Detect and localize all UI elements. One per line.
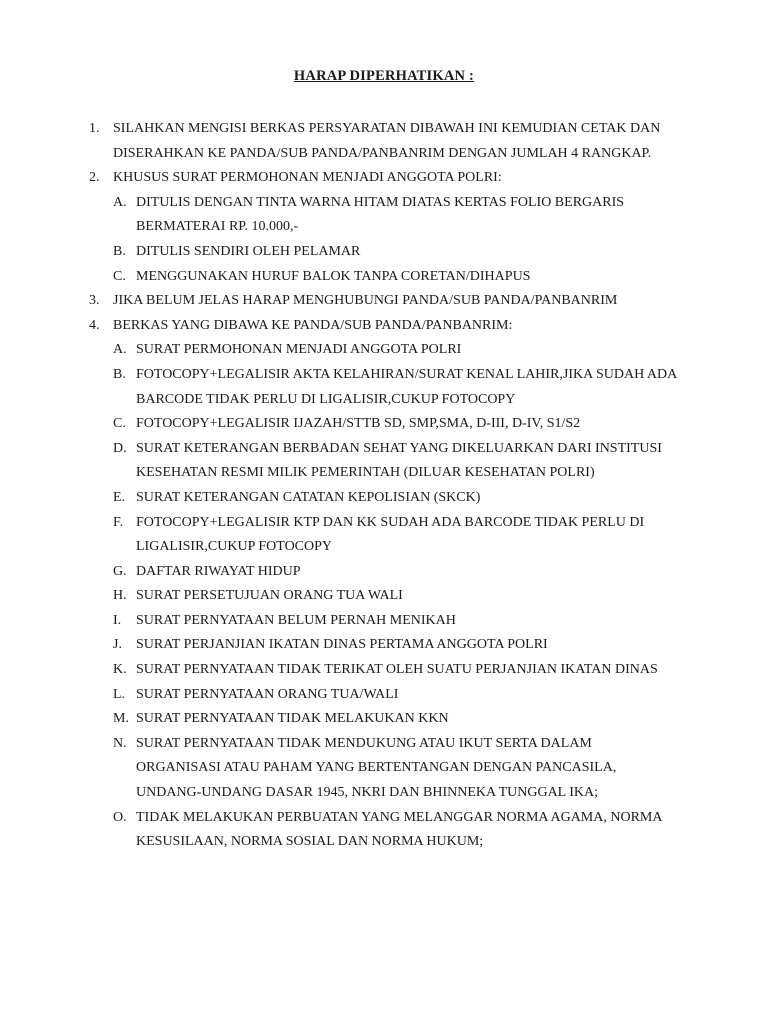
sub-list-item-line <box>0 781 768 806</box>
list-item-text: FOTOCOPY+LEGALISIR IJAZAH/STTB SD, SMP,SMA, D-III, D-IV, S1/S2 <box>136 416 581 432</box>
list-marker: 4. <box>89 317 100 333</box>
list-item-text: MENGGUNAKAN HURUF BALOK TANPA CORETAN/DIHAPUS <box>136 268 531 284</box>
list-marker: K. <box>113 662 127 678</box>
sub-list-item-line <box>0 560 768 585</box>
list-marker: C. <box>113 416 126 432</box>
list-item-text: SURAT KETERANGAN BERBADAN SEHAT YANG DIKELUARKAN DARI INSTITUSI <box>136 440 662 456</box>
list-item-text: SURAT PERSETUJUAN ORANG TUA WALI <box>136 588 403 604</box>
list-item-text: DAFTAR RIWAYAT HIDUP <box>136 563 301 579</box>
list-marker: G. <box>113 563 127 579</box>
sub-list-item-line <box>0 658 768 683</box>
list-item-text: FOTOCOPY+LEGALISIR KTP DAN KK SUDAH ADA BARCODE TIDAK PERLU DI <box>136 514 645 530</box>
list-item-text: BARCODE TIDAK PERLU DI LIGALISIR,CUKUP FOTOCOPY <box>136 391 516 407</box>
list-item-text: SURAT PERNYATAAN TIDAK TERIKAT OLEH SUATU PERJANJIAN IKATAN DINAS <box>136 662 658 678</box>
sub-list-item-line <box>0 732 768 757</box>
sub-list-item-line <box>0 437 768 462</box>
list-marker: C. <box>113 268 126 284</box>
list-item-text: SURAT PERNYATAAN BELUM PERNAH MENIKAH <box>136 612 456 628</box>
sub-list-item-line <box>0 806 768 831</box>
list-marker: B. <box>113 366 126 382</box>
list-item-text: SILAHKAN MENGISI BERKAS PERSYARATAN DIBAWAH INI KEMUDIAN CETAK DAN <box>113 121 661 136</box>
list-item-line <box>0 142 768 167</box>
list-marker: J. <box>113 637 122 653</box>
sub-list-item-line <box>0 609 768 634</box>
list-item-text: ORGANISASI ATAU PAHAM YANG BERTENTANGAN DENGAN PANCASILA, <box>136 760 617 776</box>
list-item-text: SURAT PERNYATAAN TIDAK MELAKUKAN KKN <box>136 711 449 727</box>
list-marker: 3. <box>89 293 100 309</box>
list-item-text: BERKAS YANG DIBAWA KE PANDA/SUB PANDA/PANBANRIM: <box>113 317 513 333</box>
sub-list-item-line <box>0 363 768 388</box>
requirements-list <box>0 117 768 855</box>
sub-list-item-line <box>0 633 768 658</box>
list-item-text: SURAT PERJANJIAN IKATAN DINAS PERTAMA ANGGOTA POLRI <box>136 637 548 653</box>
list-marker: F. <box>113 514 124 530</box>
sub-list-item-line <box>0 535 768 560</box>
list-item-text: KESEHATAN RESMI MILIK PEMERINTAH (DILUAR KESEHATAN POLRI) <box>136 465 595 481</box>
list-item-text: SURAT KETERANGAN CATATAN KEPOLISIAN (SKCK) <box>136 489 481 505</box>
list-marker: N. <box>113 735 127 751</box>
page-title: HARAP DIPERHATIKAN : <box>293 68 475 84</box>
list-marker: H. <box>113 588 127 604</box>
sub-list-item-line <box>0 707 768 732</box>
list-item-text: DITULIS DENGAN TINTA WARNA HITAM DIATAS KERTAS FOLIO BERGARIS <box>136 194 625 210</box>
sub-list-item-line <box>0 511 768 536</box>
list-item-text: TIDAK MELAKUKAN PERBUATAN YANG MELANGGAR NORMA AGAMA, NORMA <box>136 809 663 825</box>
list-marker: A. <box>113 342 127 358</box>
sub-list-item-line <box>0 683 768 708</box>
list-item-text: FOTOCOPY+LEGALISIR AKTA KELAHIRAN/SURAT KENAL LAHIR,JIKA SUDAH ADA <box>136 366 678 382</box>
list-item-text: BERMATERAI RP. 10.000,- <box>136 219 299 235</box>
list-item-text: KESUSILAAN, NORMA SOSIAL DAN NORMA HUKUM; <box>136 834 484 850</box>
list-marker: A. <box>113 194 127 210</box>
list-item-text: JIKA BELUM JELAS HARAP MENGHUBUNGI PANDA/SUB PANDA/PANBANRIM <box>113 293 618 309</box>
list-item-text: LIGALISIR,CUKUP FOTOCOPY <box>136 539 333 555</box>
list-marker: D. <box>113 440 127 456</box>
list-marker: I. <box>113 612 122 628</box>
sub-list-item-line <box>0 265 768 290</box>
list-marker: M. <box>113 711 129 727</box>
list-item-line <box>0 289 768 314</box>
sub-list-item-line <box>0 584 768 609</box>
sub-list-item-line <box>0 830 768 855</box>
sub-list-item-line <box>0 338 768 363</box>
list-item-line <box>0 166 768 191</box>
sub-list-item-line <box>0 461 768 486</box>
list-item-text: SURAT PERNYATAAN TIDAK MENDUKUNG ATAU IKUT SERTA DALAM <box>136 735 592 751</box>
list-item-line <box>0 314 768 339</box>
sub-list-item-line <box>0 191 768 216</box>
list-marker: B. <box>113 243 126 259</box>
sub-list-item-line <box>0 486 768 511</box>
list-item-text: DITULIS SENDIRI OLEH PELAMAR <box>136 243 361 259</box>
list-marker: 2. <box>89 170 100 186</box>
list-marker: 1. <box>89 121 100 136</box>
list-item-text: SURAT PERNYATAAN ORANG TUA/WALI <box>136 686 399 702</box>
list-item-text: SURAT PERMOHONAN MENJADI ANGGOTA POLRI <box>136 342 462 358</box>
list-marker: L. <box>113 686 126 702</box>
sub-list-item-line <box>0 215 768 240</box>
list-item-line <box>0 117 768 142</box>
list-marker: E. <box>113 489 126 505</box>
sub-list-item-line <box>0 756 768 781</box>
sub-list-item-line <box>0 240 768 265</box>
list-item-text: KHUSUS SURAT PERMOHONAN MENJADI ANGGOTA POLRI: <box>113 170 502 186</box>
sub-list-item-line <box>0 388 768 413</box>
list-item-text: UNDANG-UNDANG DASAR 1945, NKRI DAN BHINNEKA TUNGGAL IKA; <box>136 785 598 801</box>
sub-list-item-line <box>0 412 768 437</box>
list-marker: O. <box>113 809 127 825</box>
list-item-text: DISERAHKAN KE PANDA/SUB PANDA/PANBANRIM DENGAN JUMLAH 4 RANGKAP. <box>113 145 652 161</box>
